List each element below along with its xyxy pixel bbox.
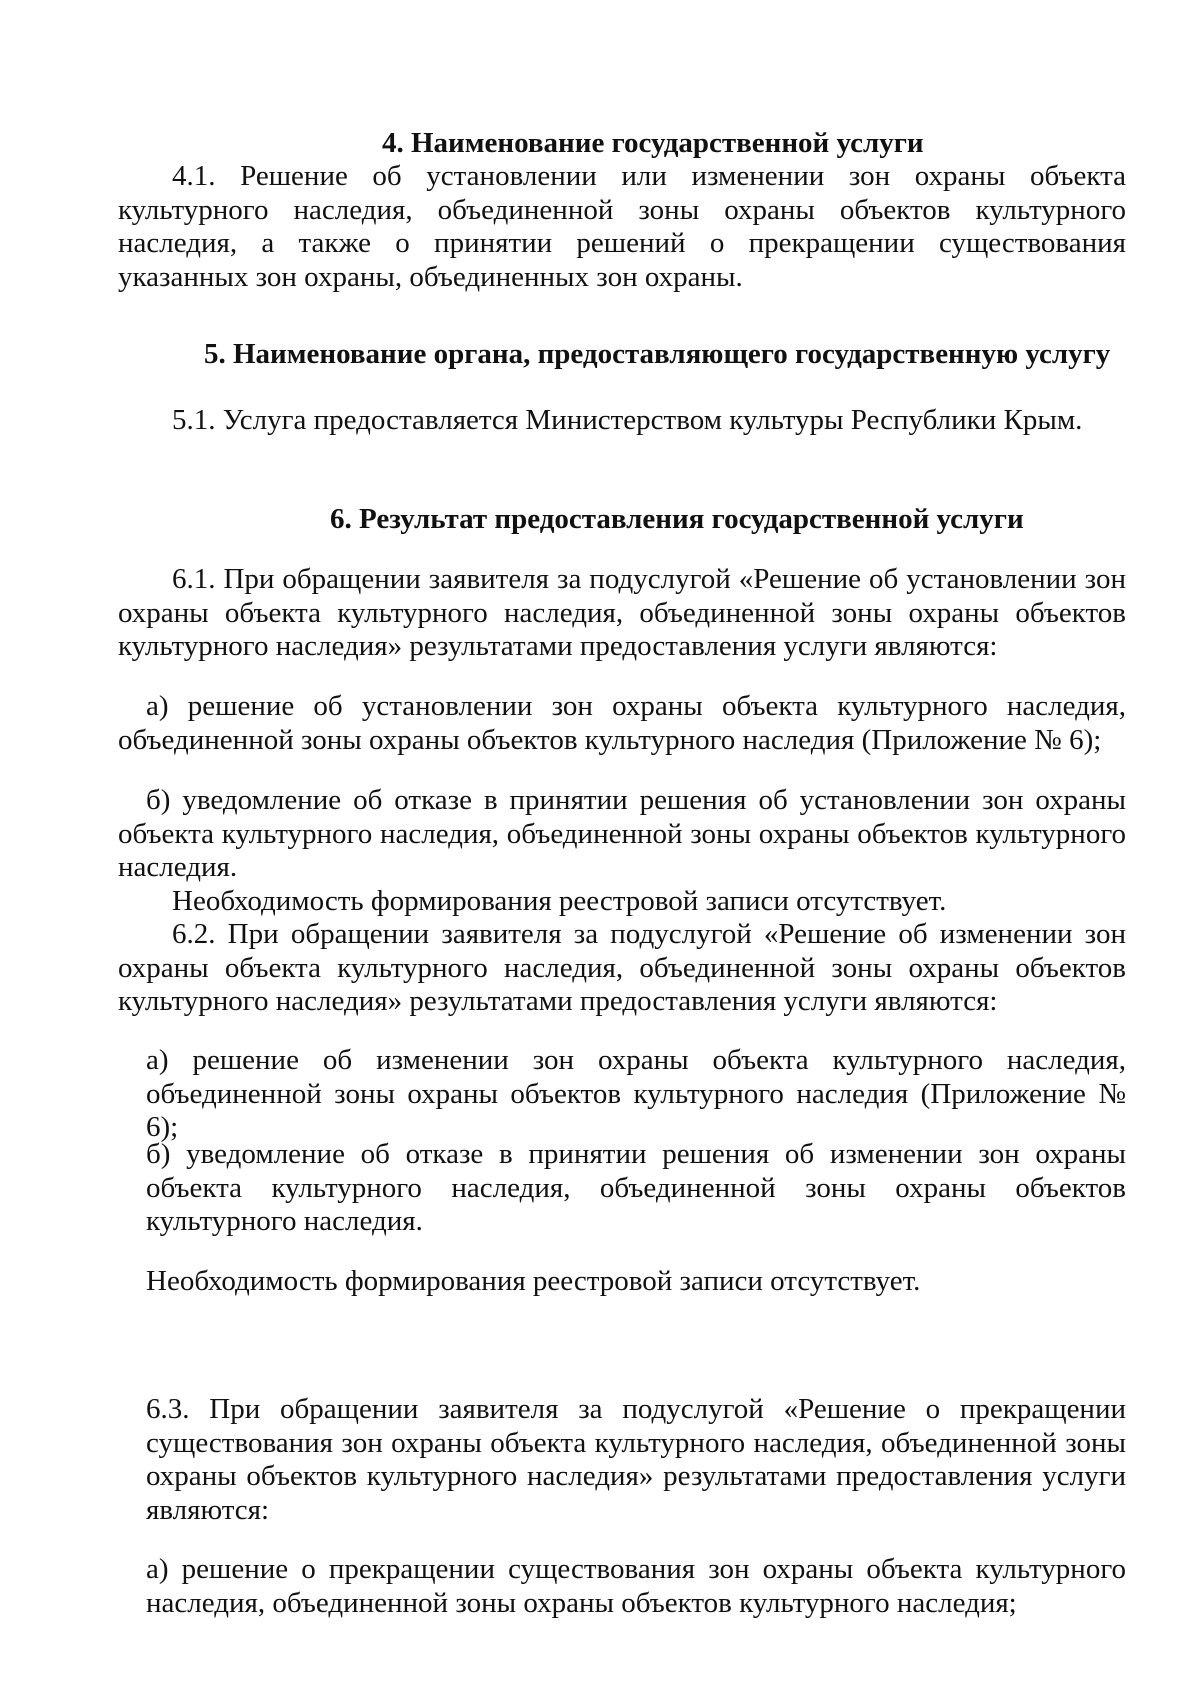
section-4-heading: 4. Наименование государственной услуги: [382, 127, 924, 159]
section-6-heading: 6. Результат предоставления государственной услуги: [330, 503, 1024, 535]
paragraph-6-2: 6.2. При обращении заявителя за подуслугой «Решение об изменении зон охраны объекта культурного наследия, объединенной зоны охраны объектов культурного наследия» результатами предоставления услуги являются:: [118, 918, 1126, 1017]
paragraph-6-3: 6.3. При обращении заявителя за подуслугой «Решение о прекращении существования зон охраны объекта культурного наследия, объединенной зоны охраны объектов культурного наследия» результатами предоставления услуги являются:: [146, 1393, 1126, 1526]
section-5-heading: 5. Наименование органа, предоставляющего государственную услугу: [204, 338, 1111, 370]
paragraph-6-1-note: Необходимость формирования реестровой записи отсутствует.: [172, 885, 947, 917]
paragraph-6-2-a: а) решение об изменении зон охраны объекта культурного наследия, объединенной зоны охраны объектов культурного наследия (Приложение № 6);: [146, 1044, 1126, 1143]
paragraph-6-1-a: а) решение об установлении зон охраны объекта культурного наследия, объединенной зоны охраны объектов культурного наследия (Приложение № 6);: [118, 690, 1126, 756]
paragraph-4-1: 4.1. Решение об установлении или изменении зон охраны объекта культурного наследия, объединенной зоны охраны объектов культурного наследия, а также о принятии решений о прекращении существования указанных зон охраны, объединенных зон охраны.: [118, 160, 1126, 293]
paragraph-5-1: 5.1. Услуга предоставляется Министерством культуры Республики Крым.: [172, 404, 1083, 436]
paragraph-6-2-b: б) уведомление об отказе в принятии решения об изменении зон охраны объекта культурного наследия, объединенной зоны охраны объектов культурного наследия.: [146, 1138, 1126, 1237]
paragraph-6-3-a: а) решение о прекращении существования зон охраны объекта культурного наследия, объединенной зоны охраны объектов культурного наследия;: [146, 1553, 1126, 1619]
paragraph-6-1-b: б) уведомление об отказе в принятии решения об установлении зон охраны объекта культурного наследия, объединенной зоны охраны объектов культурного наследия.: [118, 784, 1126, 883]
paragraph-6-2-note: Необходимость формирования реестровой записи отсутствует.: [146, 1265, 921, 1297]
paragraph-6-1: 6.1. При обращении заявителя за подуслугой «Решение об установлении зон охраны объекта культурного наследия, объединенной зоны охраны объектов культурного наследия» результатами предоставления услуги являются:: [118, 563, 1126, 662]
